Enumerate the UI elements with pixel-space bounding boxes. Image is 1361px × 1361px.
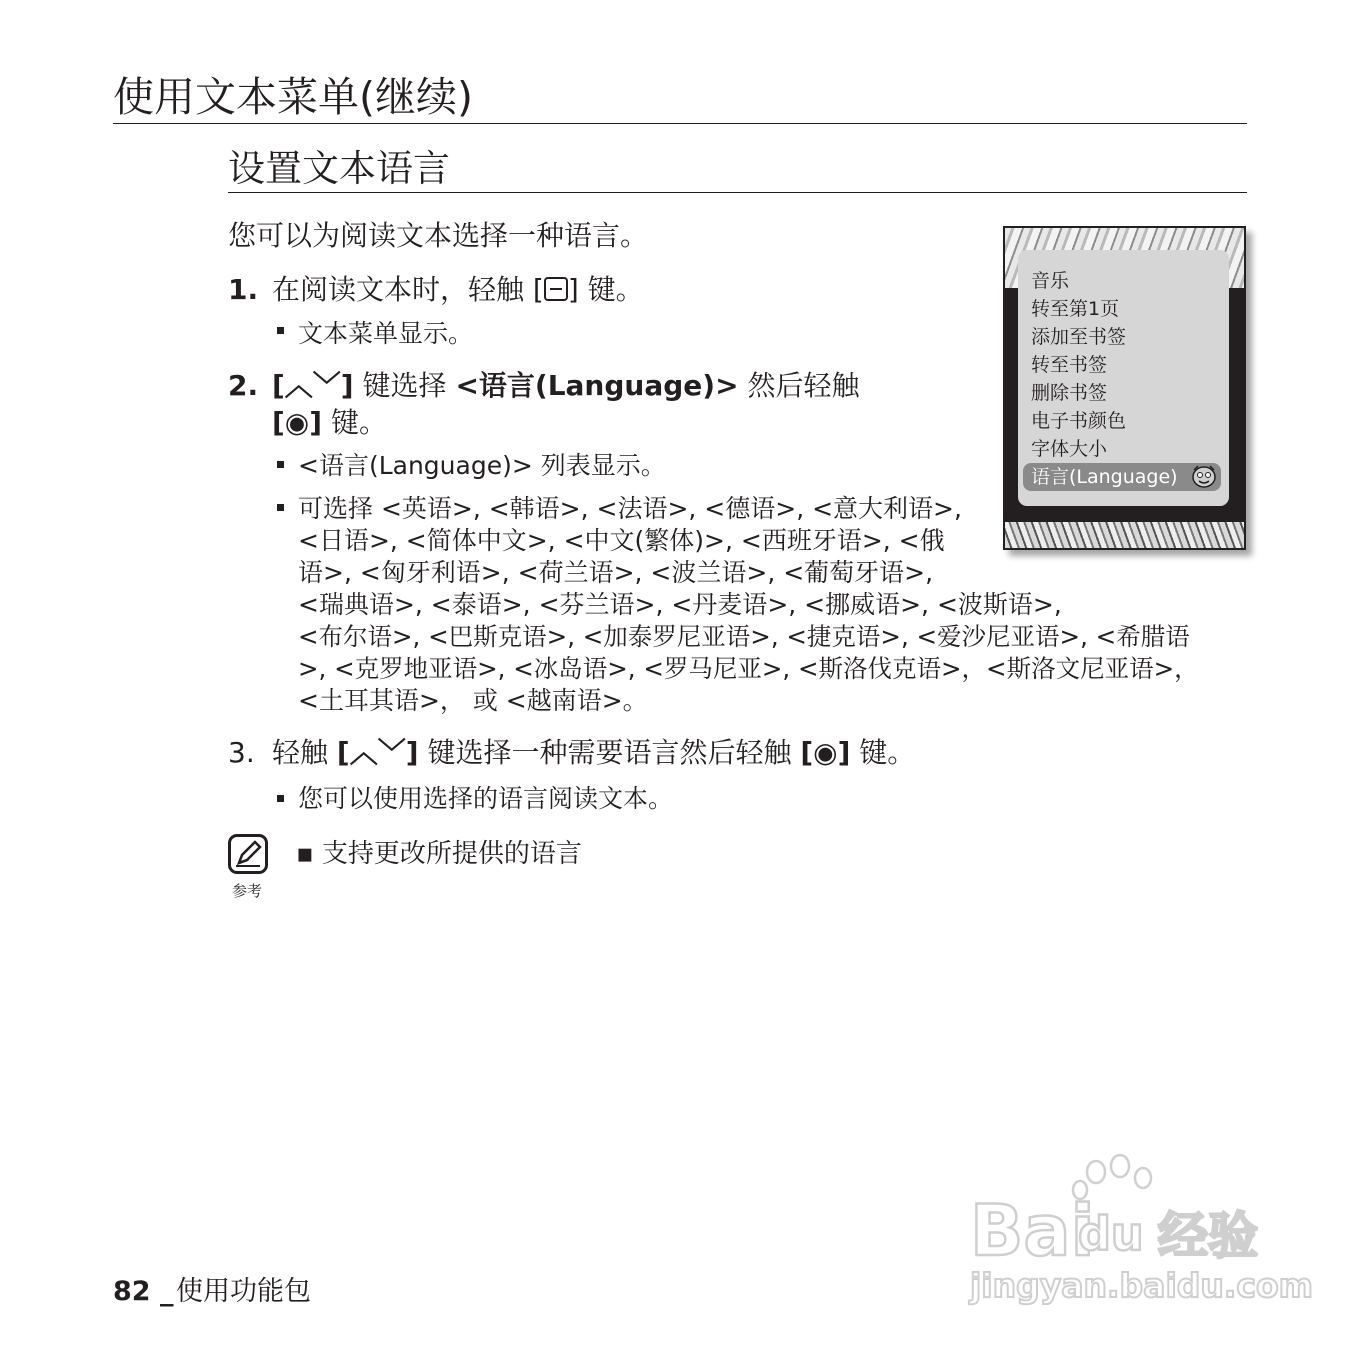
select-key: [◉] — [272, 406, 323, 439]
menu-item-ebook-color[interactable]: 电子书颜色 — [1031, 410, 1127, 432]
section-divider — [228, 192, 1247, 193]
page-title: 使用文本菜单(继续) — [113, 73, 473, 121]
menu-item-add-bookmark[interactable]: 添加至书签 — [1031, 326, 1127, 348]
svg-text:jingyan.baidu.com: jingyan.baidu.com — [970, 1266, 1314, 1305]
step-2-line-1 — [272, 367, 859, 404]
menu-item-music[interactable]: 音乐 — [1031, 270, 1070, 292]
svg-text:经验: 经验 — [1158, 1207, 1258, 1265]
bullet-square — [277, 327, 284, 334]
step-2-text-end: 然后轻触 — [747, 369, 860, 402]
step-1-text-before: 在阅读文本时，轻触 [ — [272, 273, 544, 306]
step-2-line-2 — [272, 404, 387, 441]
menu-item-language-label: 语言(Language) — [1031, 466, 1178, 488]
mascot-icon — [1189, 464, 1219, 490]
step-2-line-2-text: 键。 — [330, 406, 387, 439]
language-list-line: 语>, <匈牙利语>, <荷兰语>, <波兰语>, <葡萄牙语>, — [298, 558, 934, 587]
updown-keys: [︿﹀] — [336, 736, 419, 769]
language-list-line: 可选择 <英语>, <韩语>, <法语>, <德语>, <意大利语>, — [298, 494, 962, 523]
step-1-bullet: 文本菜单显示。 — [298, 319, 474, 348]
step-3-number: 3. — [228, 736, 255, 769]
bullet-square — [277, 795, 284, 802]
step-3-text — [272, 734, 915, 771]
menu-item-delete-bookmark[interactable]: 删除书签 — [1031, 382, 1108, 404]
step-3-text-before: 轻触 — [272, 736, 329, 769]
step-2-number: 2. — [228, 369, 259, 402]
step-1-text-after: ] 键。 — [567, 273, 644, 306]
svg-text:Bai: Bai — [970, 1190, 1095, 1272]
language-list-line: <日语>, <简体中文>, <中文(繁体)>, <西班牙语>, <俄 — [298, 526, 945, 555]
note-text: ▪ 支持更改所提供的语言 — [296, 839, 582, 869]
menu-item-go-to-bookmark[interactable]: 转至书签 — [1031, 354, 1108, 376]
header-divider — [113, 123, 1247, 124]
language-option: <语言(Language)> — [455, 369, 739, 402]
menu-item-go-to-page-1[interactable]: 转至第1页 — [1031, 298, 1120, 320]
updown-keys: [︿﹀] — [272, 369, 354, 402]
bullet-square — [277, 504, 284, 511]
note-pencil-icon — [228, 834, 268, 874]
screen-background-bottom — [1005, 522, 1244, 548]
language-list-line: >, <克罗地亚语>, <冰岛语>, <罗马尼亚>, <斯洛伐克语>，<斯洛文尼亚语>， — [298, 654, 1199, 683]
note-label: 参考 — [232, 882, 263, 900]
step-1-text — [272, 271, 644, 308]
step-3-text-mid: 键选择一种需要语言然后轻触 — [427, 736, 792, 769]
footer-section-name: 使用功能包 — [176, 1276, 311, 1307]
device-screen — [1003, 226, 1246, 550]
language-list-line: <土耳其语>， 或 <越南语>。 — [298, 686, 648, 715]
language-list-line: <布尔语>, <巴斯克语>, <加泰罗尼亚语>, <捷克语>, <爱沙尼亚语>, <希腊语 — [298, 622, 1190, 651]
step-2-bullet-1: <语言(Language)> 列表显示。 — [298, 451, 666, 480]
step-2-text-mid: 键选择 — [362, 369, 447, 402]
menu-item-language[interactable] — [1023, 463, 1221, 491]
page-number: 82 _ — [113, 1276, 174, 1307]
bullet-square — [277, 461, 284, 468]
section-title: 设置文本语言 — [228, 147, 450, 190]
text-menu-panel — [1018, 250, 1229, 506]
menu-key-icon — [544, 277, 568, 301]
svg-text:du: du — [1078, 1207, 1144, 1261]
language-list-line: <瑞典语>, <泰语>, <芬兰语>, <丹麦语>, <挪威语>, <波斯语>, — [298, 590, 1062, 619]
step-1-number: 1. — [228, 273, 259, 306]
intro-text: 您可以为阅读文本选择一种语言。 — [228, 219, 649, 252]
step-3-text-end: 键。 — [859, 736, 916, 769]
select-key: [◉] — [800, 736, 851, 769]
menu-item-font-size[interactable]: 字体大小 — [1031, 438, 1108, 460]
baidu-jingyan-watermark — [968, 1150, 1314, 1310]
step-3-bullet: 您可以使用选择的语言阅读文本。 — [298, 784, 674, 813]
